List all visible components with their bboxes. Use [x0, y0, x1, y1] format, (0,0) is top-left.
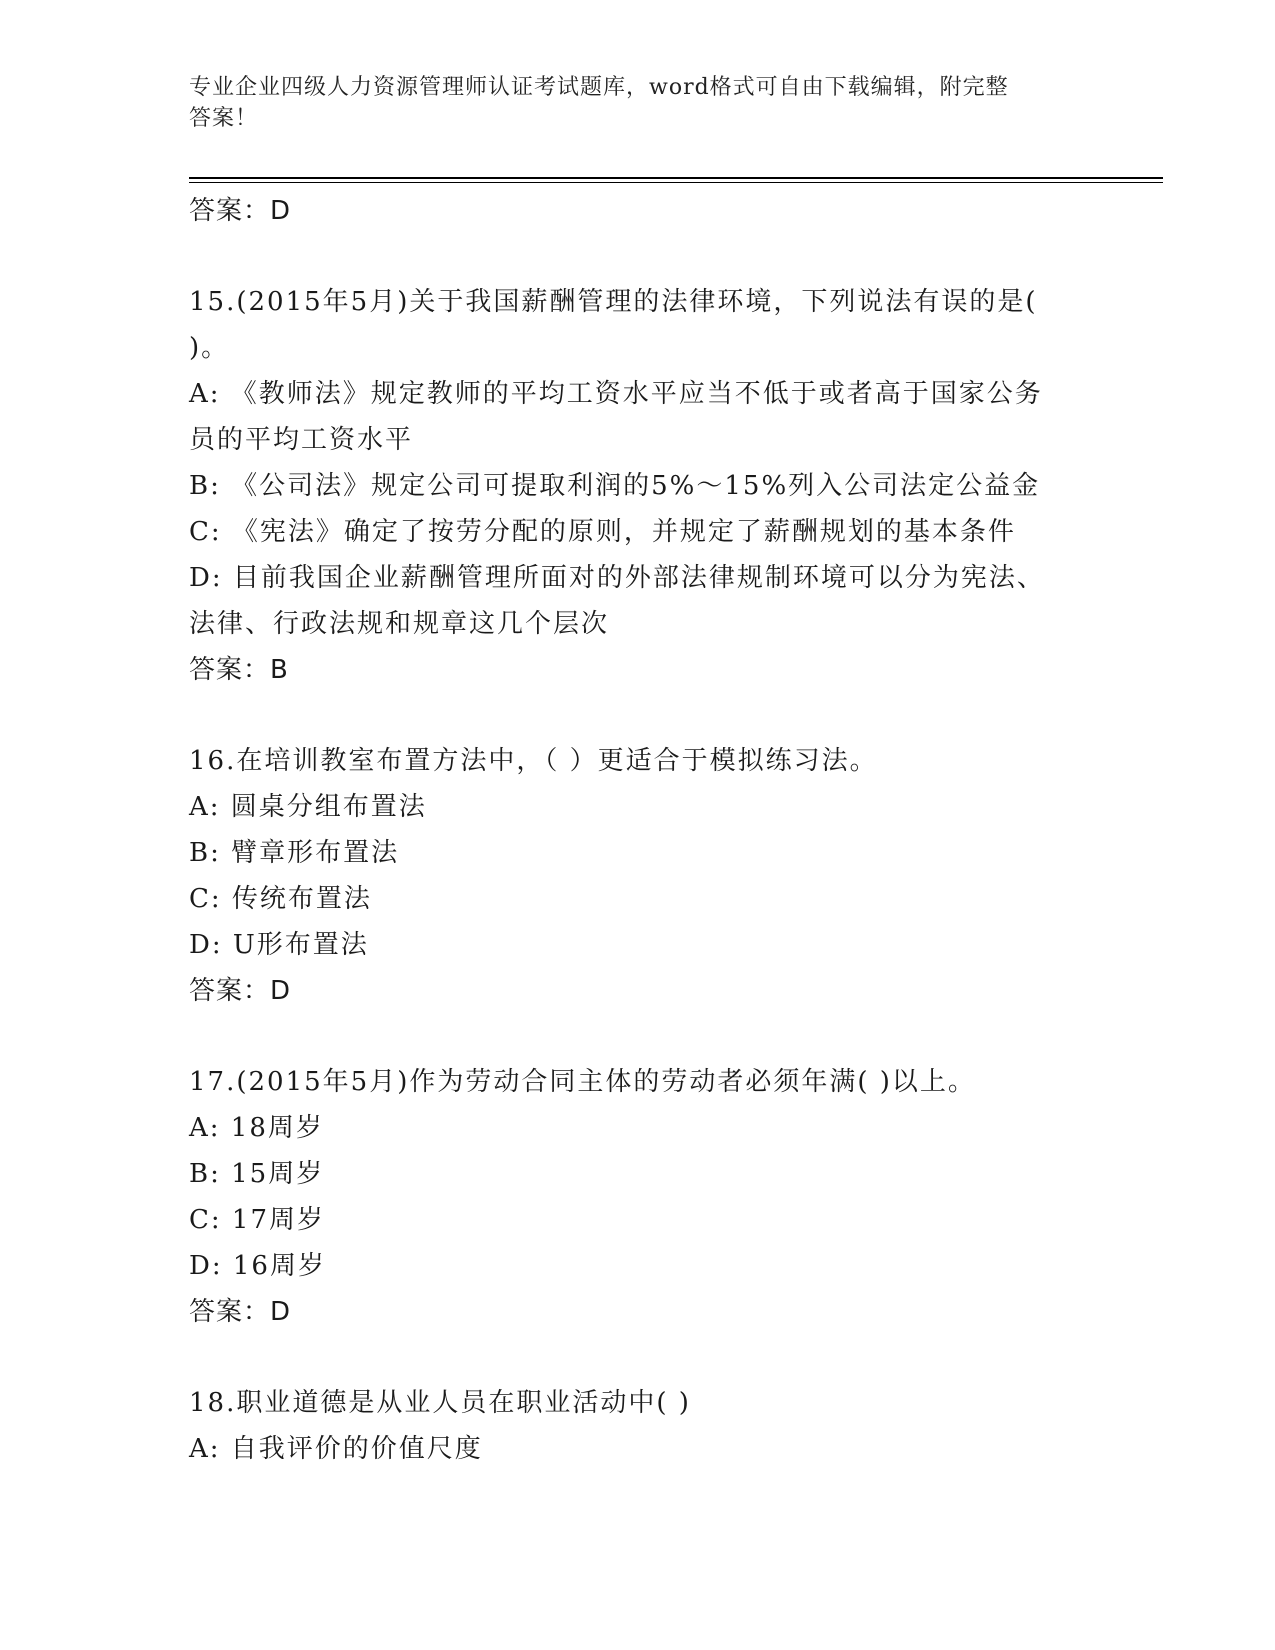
option-a: A: 18周岁 [189, 1113, 324, 1143]
question-stem-continued: )。 [189, 333, 230, 363]
option-d: D: U形布置法 [189, 930, 369, 960]
question-stem: 17.(2015年5月)作为劳动合同主体的劳动者必须年满( )以上。 [189, 1067, 976, 1097]
question-list [189, 188, 1089, 1472]
option-c: C: 17周岁 [189, 1205, 326, 1235]
question-17 [189, 1059, 1089, 1335]
option-a: A: 《教师法》规定教师的平均工资水平应当不低于或者高于国家公务 [189, 379, 1043, 409]
spacer [189, 1335, 1089, 1380]
spacer [189, 1014, 1089, 1059]
answer-line: 答案：D [189, 976, 292, 1006]
answer-line: 答案：B [189, 655, 289, 685]
option-b: B: 《公司法》规定公司可提取利润的5%～15%列入公司法定公益金 [189, 471, 1041, 501]
option-d: D: 16周岁 [189, 1251, 326, 1281]
option-c: C: 《宪法》确定了按劳分配的原则，并规定了薪酬规划的基本条件 [189, 517, 1016, 547]
question-18 [189, 1380, 1089, 1472]
question-stem: 16.在培训教室布置方法中，（ ）更适合于模拟练习法。 [189, 746, 878, 776]
answer-line: 答案：D [189, 196, 292, 226]
option-a: A: 圆桌分组布置法 [189, 792, 427, 822]
header-divider-thin [189, 182, 1163, 183]
question-16 [189, 738, 1089, 1014]
answer-line: 答案：D [189, 1297, 292, 1327]
option-a-continued: 员的平均工资水平 [189, 425, 414, 455]
option-d: D: 目前我国企业薪酬管理所面对的外部法律规制环境可以分为宪法、 [189, 563, 1045, 593]
question-stem: 18.职业道德是从业人员在职业活动中( ) [189, 1388, 691, 1418]
header-divider-thick [189, 177, 1163, 179]
option-b: B: 臂章形布置法 [189, 838, 400, 868]
option-d-continued: 法律、行政法规和规章这几个层次 [189, 609, 610, 639]
question-15 [189, 279, 1089, 693]
question-stem: 15.(2015年5月)关于我国薪酬管理的法律环境，下列说法有误的是( [189, 287, 1038, 317]
option-b: B: 15周岁 [189, 1159, 325, 1189]
page-header [189, 72, 1069, 134]
option-a: A: 自我评价的价值尺度 [189, 1434, 483, 1464]
header-line-2: 答案！ [189, 106, 259, 131]
option-c: C: 传统布置法 [189, 884, 372, 914]
header-line-1: 专业企业四级人力资源管理师认证考试题库，word格式可自由下载编辑，附完整 [189, 75, 1009, 100]
spacer [189, 234, 1089, 279]
spacer [189, 693, 1089, 738]
